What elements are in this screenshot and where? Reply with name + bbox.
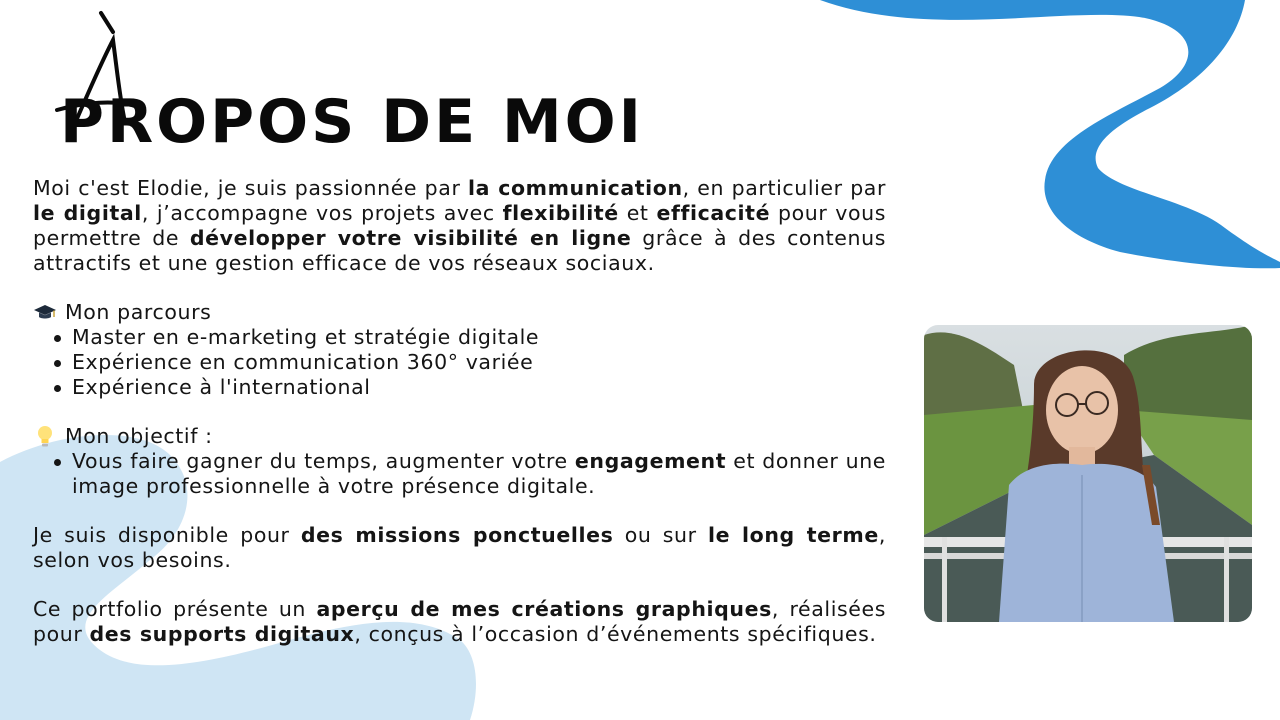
graduation-cap-icon bbox=[33, 301, 57, 325]
page-title: PROPOS DE MOI bbox=[60, 87, 644, 157]
title-block bbox=[55, 10, 695, 160]
list-item: Vous faire gagner du temps, augmenter votre engagement et donner une image professionnelle à votre présence digitale. bbox=[33, 449, 886, 499]
about-text bbox=[33, 176, 886, 647]
blue-swoosh-top-right bbox=[820, 0, 1280, 268]
list-item: Expérience en communication 360° variée bbox=[33, 350, 886, 375]
list-item: Master en e-marketing et stratégie digitale bbox=[33, 325, 886, 350]
list-item: Expérience à l'international bbox=[33, 375, 886, 400]
objectif-heading: Mon objectif : bbox=[33, 424, 886, 449]
availability-paragraph: Je suis disponible pour des missions ponctuelles ou sur le long terme, selon vos besoins. bbox=[33, 523, 886, 572]
objectif-list bbox=[33, 449, 886, 499]
intro-paragraph: Moi c'est Elodie, je suis passionnée par la communication, en particulier par le digital, j’accompagne vos projets avec flexibilité et efficacité pour vous permettre de développer votre visibilité en ligne grâce à des contenus attractifs et une gestion efficace de vos réseaux sociaux. bbox=[33, 176, 886, 275]
parcours-heading: Mon parcours bbox=[33, 300, 886, 325]
portfolio-paragraph: Ce portfolio présente un aperçu de mes créations graphiques, réalisées pour des supports digitaux, conçus à l’occasion d’événements spécifiques. bbox=[33, 597, 886, 646]
profile-photo bbox=[924, 325, 1252, 622]
lightbulb-icon bbox=[33, 425, 57, 449]
parcours-list bbox=[33, 325, 886, 400]
